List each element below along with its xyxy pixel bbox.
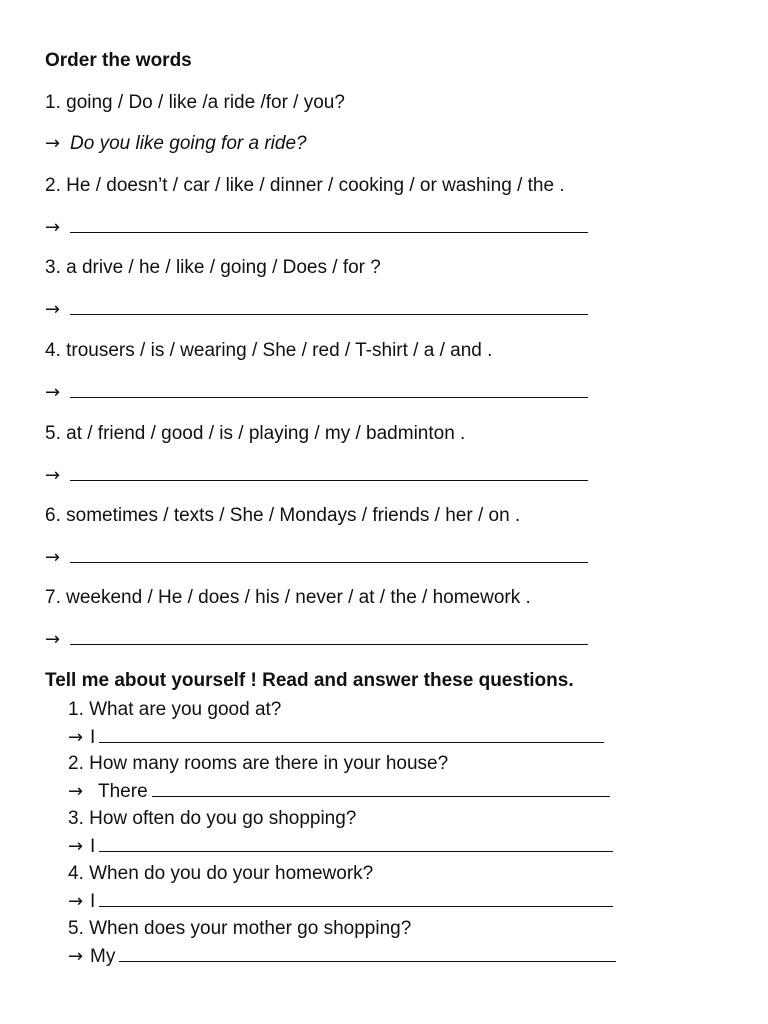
arrow-right-icon: → — [45, 465, 61, 486]
answer-blank-q5[interactable] — [119, 945, 616, 962]
question-3: 3. How often do you go shopping? — [68, 808, 357, 829]
arrow-right-icon: → — [68, 836, 84, 857]
answer-prefix: I — [90, 891, 96, 912]
arrow-right-icon: → — [68, 727, 84, 748]
exercise-prompt-6: 6. sometimes / texts / She / Mondays / friends / her / on . — [45, 505, 521, 526]
exercise-answer-row-1 — [45, 133, 307, 155]
answer-blank-5[interactable] — [70, 464, 588, 481]
answer-blank-7[interactable] — [70, 628, 588, 645]
question-4: 4. When do you do your homework? — [68, 863, 374, 884]
arrow-right-icon: → — [45, 547, 61, 568]
exercise-answer-row-2 — [45, 216, 588, 239]
answer-blank-q3[interactable] — [99, 835, 613, 852]
arrow-right-icon: → — [68, 946, 84, 967]
exercise-answer-row-6 — [45, 546, 588, 569]
exercise-prompt-2: 2. He / doesn’t / car / like / dinner / cooking / or washing / the . — [45, 175, 565, 196]
exercise-answer-row-7 — [45, 628, 588, 651]
exercise-prompt-1: 1. going / Do / like /a ride /for / you? — [45, 92, 345, 113]
arrow-right-icon: → — [45, 217, 61, 238]
question-answer-row-1 — [68, 726, 604, 749]
exercise-answer-row-3 — [45, 298, 588, 321]
exercise-prompt-3: 3. a drive / he / like / going / Does / for ? — [45, 257, 381, 278]
question-2: 2. How many rooms are there in your house? — [68, 753, 449, 774]
answer-prefix: There — [98, 781, 148, 802]
exercise-answer-row-4 — [45, 381, 588, 404]
answer-blank-2[interactable] — [70, 216, 588, 233]
answer-prefix: I — [90, 727, 96, 748]
answer-blank-3[interactable] — [70, 298, 588, 315]
answer-prefix: I — [90, 836, 96, 857]
section2-title: Tell me about yourself ! Read and answer these questions. — [45, 670, 574, 691]
answer-blank-4[interactable] — [70, 381, 588, 398]
section1-title: Order the words — [45, 50, 192, 71]
answer-blank-q4[interactable] — [99, 890, 613, 907]
exercise-prompt-4: 4. trousers / is / wearing / She / red / T-shirt / a / and . — [45, 340, 493, 361]
arrow-right-icon: → — [68, 781, 84, 802]
answer-blank-q1[interactable] — [99, 726, 604, 743]
arrow-right-icon: → — [45, 382, 61, 403]
question-answer-row-4 — [68, 890, 613, 913]
example-answer: Do you like going for a ride? — [70, 133, 307, 154]
exercise-prompt-7: 7. weekend / He / does / his / never / at / the / homework . — [45, 587, 531, 608]
answer-prefix: My — [90, 946, 116, 967]
question-answer-row-2 — [68, 780, 610, 803]
arrow-right-icon: → — [45, 629, 61, 650]
exercise-prompt-5: 5. at / friend / good / is / playing / my / badminton . — [45, 423, 466, 444]
answer-blank-6[interactable] — [70, 546, 588, 563]
arrow-right-icon: → — [45, 133, 61, 154]
answer-blank-q2[interactable] — [152, 780, 610, 797]
question-1: 1. What are you good at? — [68, 699, 282, 720]
question-answer-row-3 — [68, 835, 613, 858]
question-5: 5. When does your mother go shopping? — [68, 918, 412, 939]
exercise-answer-row-5 — [45, 464, 588, 487]
arrow-right-icon: → — [68, 891, 84, 912]
question-answer-row-5 — [68, 945, 616, 968]
arrow-right-icon: → — [45, 299, 61, 320]
